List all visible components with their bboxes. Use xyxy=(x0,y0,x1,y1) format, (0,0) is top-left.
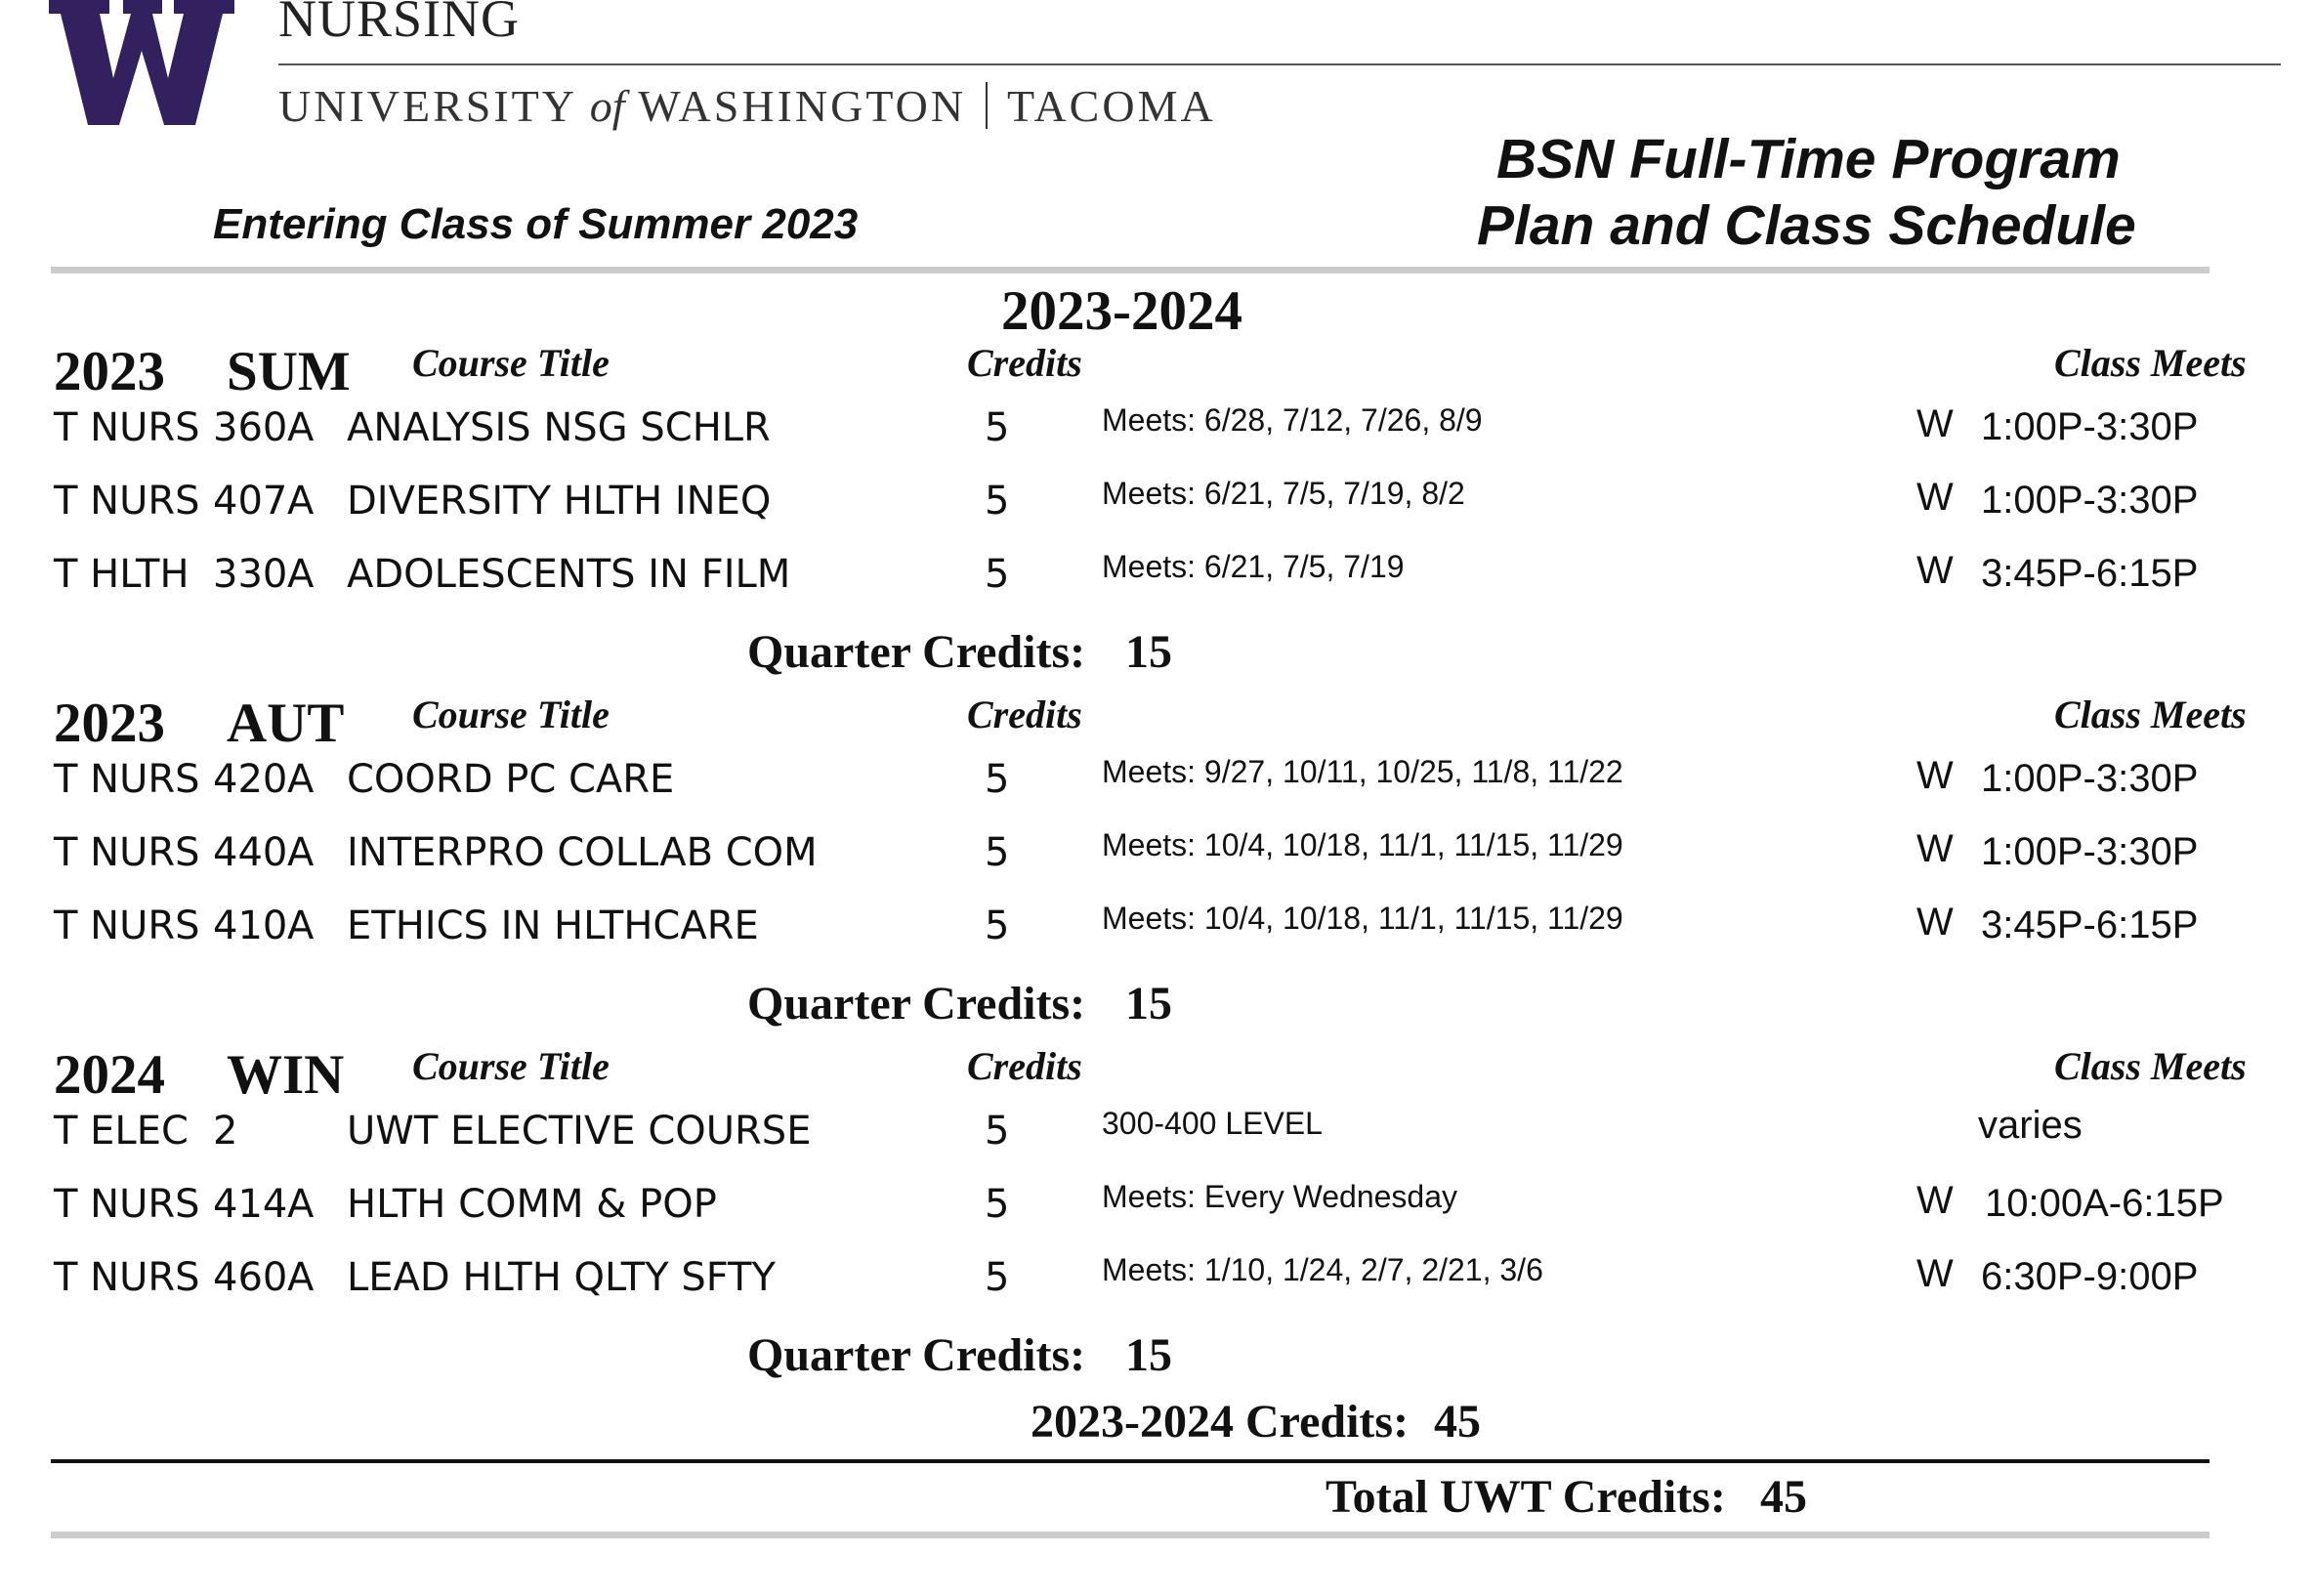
course-number: 330 xyxy=(213,552,288,597)
meeting-time: 10:00A-6:15P xyxy=(1985,1182,2224,1225)
course-section: A xyxy=(287,552,315,597)
course-credits: 5 xyxy=(985,903,1010,948)
year-credits-label: 2023-2024 Credits: xyxy=(1031,1396,1410,1448)
course-dept: T NURS xyxy=(54,903,200,948)
quarter-credits-label: Quarter Credits: xyxy=(747,626,1086,678)
totals-divider xyxy=(51,1459,2210,1463)
course-number: 460 xyxy=(213,1255,288,1300)
quarter-credits-label: Quarter Credits: xyxy=(747,978,1086,1029)
course-dept: T NURS xyxy=(54,1182,200,1227)
uw-w-logo xyxy=(49,0,234,125)
course-credits: 5 xyxy=(985,405,1010,450)
quarter-credits-value: 15 xyxy=(1125,626,1172,678)
meeting-time: 1:00P-3:30P xyxy=(1981,405,2199,448)
course-title: DIVERSITY HLTH INEQ xyxy=(347,479,772,524)
total-credits-value: 45 xyxy=(1760,1471,1807,1523)
course-dept: T NURS xyxy=(54,479,200,524)
meeting-dates: Meets: 1/10, 1/24, 2/7, 2/21, 3/6 xyxy=(1102,1252,1543,1287)
course-section: A xyxy=(287,1182,315,1227)
course-title-header: Course Title xyxy=(412,1044,610,1088)
title-divider xyxy=(51,267,2210,273)
quarter-term: SUM xyxy=(227,341,351,402)
course-title-header: Course Title xyxy=(412,693,610,736)
header-divider xyxy=(278,63,2281,65)
meeting-day: W xyxy=(1916,1252,1954,1295)
course-number: 414 xyxy=(213,1182,288,1227)
entering-class: Entering Class of Summer 2023 xyxy=(213,200,859,248)
meeting-day: W xyxy=(1916,1179,1954,1222)
meeting-time: 3:45P-6:15P xyxy=(1981,552,2199,595)
class-meets-header: Class Meets xyxy=(2054,693,2247,736)
course-title: INTERPRO COLLAB COM xyxy=(347,830,818,875)
meeting-dates: Meets: 6/21, 7/5, 7/19 xyxy=(1102,549,1405,584)
meeting-day: W xyxy=(1916,827,1954,870)
course-number: 2 xyxy=(213,1109,238,1154)
class-meets-header: Class Meets xyxy=(2054,1044,2247,1088)
course-dept: T HLTH xyxy=(54,552,189,597)
course-credits: 5 xyxy=(985,1255,1010,1300)
quarter-term: WIN xyxy=(227,1044,345,1106)
meeting-time: 1:00P-3:30P xyxy=(1981,479,2199,522)
quarter-year: 2023 xyxy=(54,341,165,402)
meeting-day: W xyxy=(1916,901,1954,944)
quarter-credits-value: 15 xyxy=(1125,978,1172,1029)
page-title-line1: BSN Full-Time Program xyxy=(1496,128,2121,190)
class-meets-header: Class Meets xyxy=(2054,341,2247,385)
course-title: ETHICS IN HLTHCARE xyxy=(347,903,759,948)
meeting-day: W xyxy=(1916,476,1954,519)
meeting-dates: Meets: 6/21, 7/5, 7/19, 8/2 xyxy=(1102,476,1465,511)
meeting-dates: 300-400 LEVEL xyxy=(1102,1106,1323,1141)
quarter-year: 2024 xyxy=(54,1044,165,1106)
course-section: A xyxy=(287,903,315,948)
course-number: 410 xyxy=(213,903,288,948)
course-section: A xyxy=(287,757,315,802)
credits-header: Credits xyxy=(967,693,1082,736)
meeting-dates: Meets: 10/4, 10/18, 11/1, 11/15, 11/29 xyxy=(1102,827,1623,862)
meeting-day: W xyxy=(1916,402,1954,445)
page-title-line2: Plan and Class Schedule xyxy=(1477,194,2136,257)
meeting-day: W xyxy=(1916,754,1954,797)
course-credits: 5 xyxy=(985,757,1010,802)
credits-header: Credits xyxy=(967,341,1082,385)
course-section: A xyxy=(287,479,315,524)
quarter-credits-value: 15 xyxy=(1125,1329,1172,1381)
meeting-time: 1:00P-3:30P xyxy=(1981,757,2199,800)
meeting-time: 3:45P-6:15P xyxy=(1981,903,2199,946)
course-title-header: Course Title xyxy=(412,341,610,385)
course-number: 440 xyxy=(213,830,288,875)
course-dept: T NURS xyxy=(54,830,200,875)
university-name: UNIVERSITY of WASHINGTON TACOMA xyxy=(278,81,1216,131)
course-title: ADOLESCENTS IN FILM xyxy=(347,552,791,597)
campus-name: TACOMA xyxy=(1007,81,1216,131)
course-credits: 5 xyxy=(985,552,1010,597)
course-credits: 5 xyxy=(985,1182,1010,1227)
quarter-term: AUT xyxy=(227,693,345,754)
meeting-dates: Meets: 6/28, 7/12, 7/26, 8/9 xyxy=(1102,402,1483,438)
meeting-time: varies xyxy=(1978,1104,2083,1147)
meeting-dates: Meets: 10/4, 10/18, 11/1, 11/15, 11/29 xyxy=(1102,901,1623,936)
course-credits: 5 xyxy=(985,1109,1010,1154)
course-number: 407 xyxy=(213,479,288,524)
academic-year: 2023-2024 xyxy=(1001,280,1242,342)
year-credits-value: 45 xyxy=(1434,1396,1481,1448)
meeting-dates: Meets: Every Wednesday xyxy=(1102,1179,1458,1214)
meeting-time: 6:30P-9:00P xyxy=(1981,1255,2199,1298)
course-number: 360 xyxy=(213,405,288,450)
course-section: A xyxy=(287,405,315,450)
quarter-year: 2023 xyxy=(54,693,165,754)
credits-header: Credits xyxy=(967,1044,1082,1088)
course-dept: T NURS xyxy=(54,1255,200,1300)
course-section: A xyxy=(287,830,315,875)
course-dept: T NURS xyxy=(54,757,200,802)
footer-divider xyxy=(51,1532,2210,1538)
quarter-credits-label: Quarter Credits: xyxy=(747,1329,1086,1381)
course-title: ANALYSIS NSG SCHLR xyxy=(347,405,771,450)
course-dept: T ELEC xyxy=(54,1109,189,1154)
school-name: NURSING xyxy=(278,0,521,48)
course-title: HLTH COMM & POP xyxy=(347,1182,717,1227)
course-title: LEAD HLTH QLTY SFTY xyxy=(347,1255,776,1300)
meeting-dates: Meets: 9/27, 10/11, 10/25, 11/8, 11/22 xyxy=(1102,754,1623,789)
course-credits: 5 xyxy=(985,830,1010,875)
total-credits-label: Total UWT Credits: xyxy=(1326,1471,1726,1523)
meeting-day: W xyxy=(1916,549,1954,592)
course-number: 420 xyxy=(213,757,288,802)
meeting-time: 1:00P-3:30P xyxy=(1981,830,2199,873)
course-title: COORD PC CARE xyxy=(347,757,675,802)
course-dept: T NURS xyxy=(54,405,200,450)
course-title: UWT ELECTIVE COURSE xyxy=(347,1109,812,1154)
course-section: A xyxy=(287,1255,315,1300)
course-credits: 5 xyxy=(985,479,1010,524)
